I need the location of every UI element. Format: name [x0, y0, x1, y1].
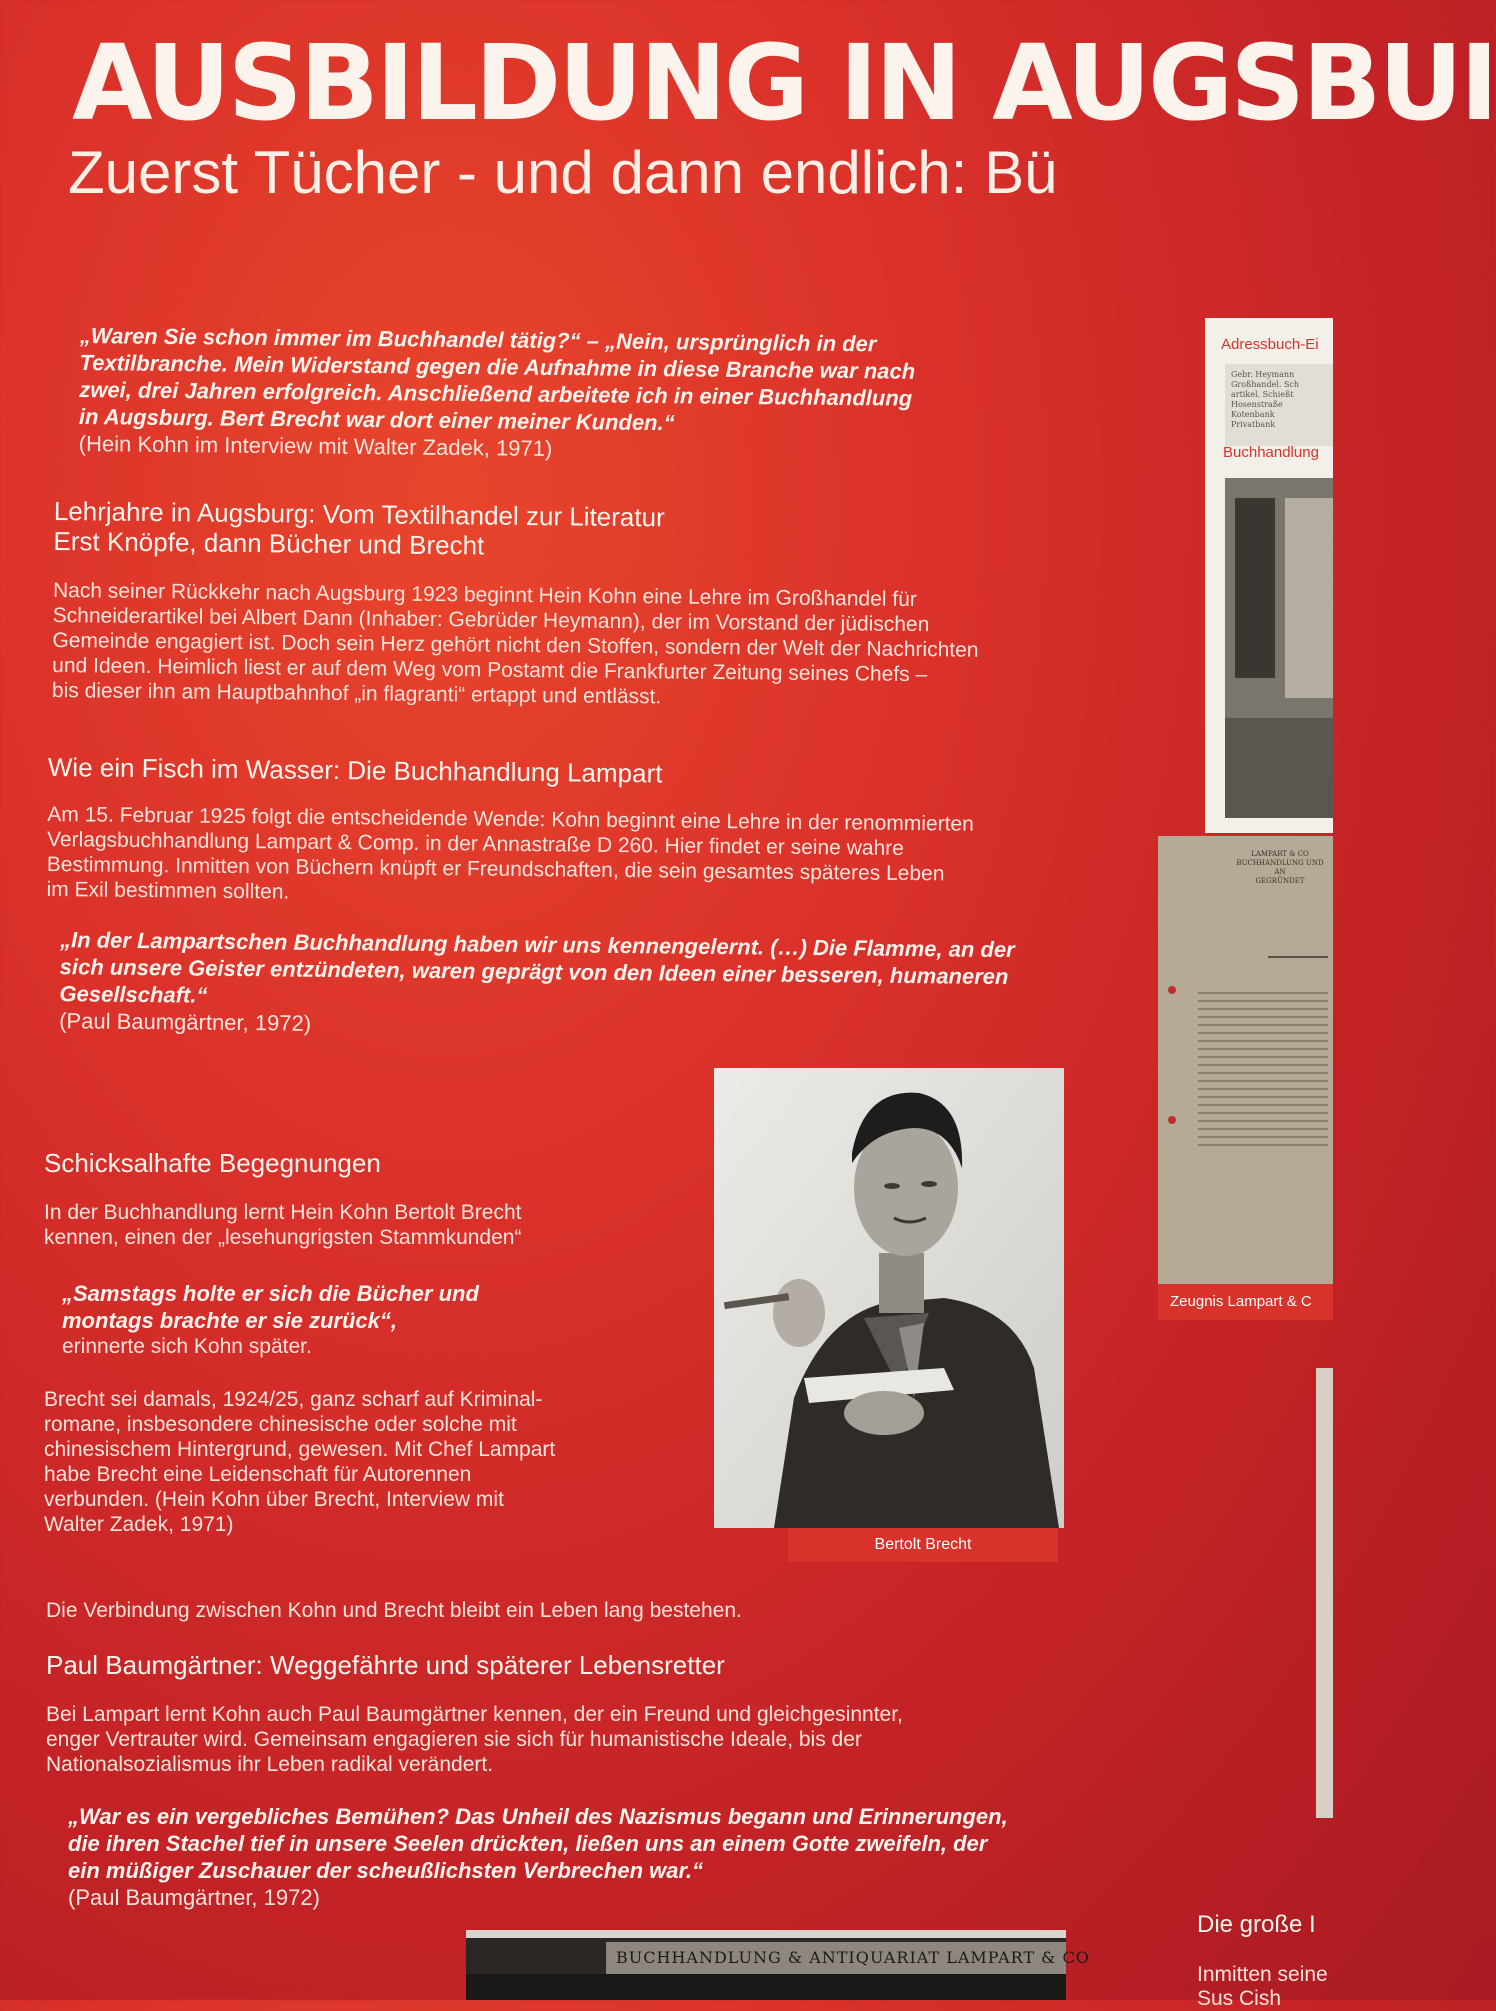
body-line: Verlagsbuchhandlung Lampart & Comp. in der Annastraße D 260. Hier findet er seine wahre [46, 827, 904, 860]
intro-quote-block [79, 322, 1080, 467]
body-line: Bestimmung. Inmitten von Büchern knüpft er Freundschaften, die sein gesamtes späteres Leben [46, 852, 945, 886]
side-heading: Die große I [1197, 1911, 1316, 1938]
section-baumgaertner [46, 1650, 1126, 1911]
quote-line: „Samstags holte er sich die Bücher und [62, 1281, 479, 1306]
body-line: chinesischem Hintergrund, gewesen. Mit Chef Lampart [44, 1438, 556, 1461]
exhibit-subtitle: Zuerst Tücher - und dann endlich: Bü [68, 139, 1058, 206]
bookshop-storefront-photo [1225, 478, 1333, 818]
section-lehrjahre [52, 496, 1114, 714]
brecht-portrait-image [714, 1068, 1064, 1528]
quote-line: Gesellschaft.“ [59, 981, 208, 1008]
side-photo-edge [1316, 1368, 1333, 1818]
body-line: bis dieser ihn am Hauptbahnhof „in flagranti“ ertappt und entlässt. [51, 678, 662, 709]
brecht-photo-caption: Bertolt Brecht [788, 1528, 1058, 1562]
quote-line: „War es ein vergebliches Bemühen? Das Unheil des Nazismus begann und Erinnerungen, [68, 1804, 1008, 1829]
quote-source: (Paul Baumgärtner, 1972) [59, 1008, 312, 1036]
intro-quote-source: (Hein Kohn im Interview mit Walter Zadek, 1971) [78, 430, 553, 461]
address-book-clip: Gebr. Heymann Großhandel. Sch artikel. Schießt Hosenstraße Kotenbank Privatbank [1225, 364, 1333, 446]
body-line: Nationalsozialismus ihr Leben radikal verändert. [46, 1753, 494, 1776]
intro-quote-line: in Augsburg. Bert Brecht war dort einer meiner Kunden.“ [78, 403, 675, 436]
body-line: enger Vertrauter wird. Gemeinsam engagieren sie sich für humanistische Ideale, bis der [46, 1728, 862, 1751]
body-line: kennen, einen der „lesehungrigsten Stammkunden“ [44, 1226, 522, 1249]
quote-line: montags brachte er sie zurück“, [62, 1308, 397, 1333]
body-line: Am 15. Februar 1925 folgt die entscheidende Wende: Kohn beginnt eine Lehre in der renommierten [47, 802, 974, 836]
quote-line: ein müßiger Zuschauer der scheußlichsten Verbrechen war.“ [68, 1858, 703, 1883]
body-line: Bei Lampart lernt Kohn auch Paul Baumgärtner kennen, der ein Freund und gleichgesinnter, [46, 1703, 903, 1726]
exhibit-title: AUSBILDUNG IN AUGSBUI [72, 22, 1496, 144]
quote-attribution: erinnerte sich Kohn später. [62, 1335, 312, 1358]
section-heading: Lehrjahre in Augsburg: Vom Textilhandel zur Literatur [53, 496, 665, 533]
address-book-label: Adressbuch-Ei [1221, 336, 1319, 353]
intro-quote-line: Textilbranche. Mein Widerstand gegen die Aufnahme in diese Branche war nach [79, 349, 916, 384]
quote-line: „In der Lampartschen Buchhandlung haben wir uns kennengelernt. (…) Die Flamme, an der [59, 927, 1015, 963]
side-body-line: Inmitten seine [1197, 1963, 1328, 1986]
side-body-line: Sus Cish [1197, 1987, 1282, 2010]
brecht-photo [714, 1068, 1064, 1528]
bookshop-sign-text: BUCHHANDLUNG & ANTIQUARIAT LAMPART & CO [616, 1948, 1090, 1967]
quote-line: sich unsere Geister entzündeten, waren geprägt von den Ideen einer besseren, humaneren [59, 954, 1009, 990]
body-line: Nach seiner Rückkehr nach Augsburg 1923 beginnt Hein Kohn eine Lehre im Großhandel für [52, 578, 917, 612]
section-lampart [45, 752, 1128, 1045]
body-line: Brecht sei damals, 1924/25, ganz scharf auf Kriminal- [44, 1388, 543, 1411]
section-heading: Wie ein Fisch im Wasser: Die Buchhandlung Lampart [47, 752, 663, 789]
bookshop-label: Buchhandlung [1223, 444, 1319, 461]
quote-source: (Paul Baumgärtner, 1972) [68, 1885, 320, 1910]
body-line: Walter Zadek, 1971) [44, 1513, 234, 1536]
body-line: im Exil bestimmen sollten. [46, 877, 290, 904]
zeugnis-caption: Zeugnis Lampart & C [1158, 1284, 1333, 1320]
closing-line: Die Verbindung zwischen Kohn und Brecht bleibt ein Leben lang bestehen. [46, 1599, 742, 1622]
quote-line: die ihren Stachel tief in unsere Seelen drückten, ließen uns an einem Gotte zweifeln, der [68, 1831, 988, 1856]
section-heading: Paul Baumgärtner: Weggefährte und späterer Lebensretter [46, 1650, 725, 1680]
section-begegnungen [44, 1148, 704, 1537]
section-heading: Erst Knöpfe, dann Bücher und Brecht [53, 525, 485, 561]
section-heading: Schicksalhafte Begegnungen [44, 1148, 381, 1178]
body-line: romane, insbesondere chinesische oder solche mit [44, 1413, 517, 1436]
address-book-panel [1205, 318, 1333, 833]
body-line: Gemeinde engagiert ist. Doch sein Herz gehört nicht den Stoffen, sondern der Welt der Nachrichten [52, 628, 979, 662]
body-line: verbunden. (Hein Kohn über Brecht, Interview mit [44, 1488, 504, 1511]
body-line: Schneiderartikel bei Albert Dann (Inhaber: Gebrüder Heymann), der im Vorstand der jüdischen [52, 603, 930, 637]
zeugnis-document: LAMPART & CO BUCHHANDLUNG UND AN GEGRÜNDET [1158, 836, 1333, 1284]
intro-quote-line: „Waren Sie schon immer im Buchhandel tätig?“ – „Nein, ursprünglich in der [79, 322, 877, 357]
body-line: In der Buchhandlung lernt Hein Kohn Bertolt Brecht [44, 1201, 522, 1224]
intro-quote-line: zwei, drei Jahren erfolgreich. Anschließend arbeitete ich in einer Buchhandlung [79, 376, 913, 411]
body-line: und Ideen. Heimlich liest er auf dem Weg vom Postamt die Frankfurter Zeitung seines Chefs – [52, 653, 928, 687]
bookshop-photo [466, 1930, 1090, 2000]
body-line: habe Brecht eine Leidenschaft für Autorennen [44, 1463, 472, 1486]
